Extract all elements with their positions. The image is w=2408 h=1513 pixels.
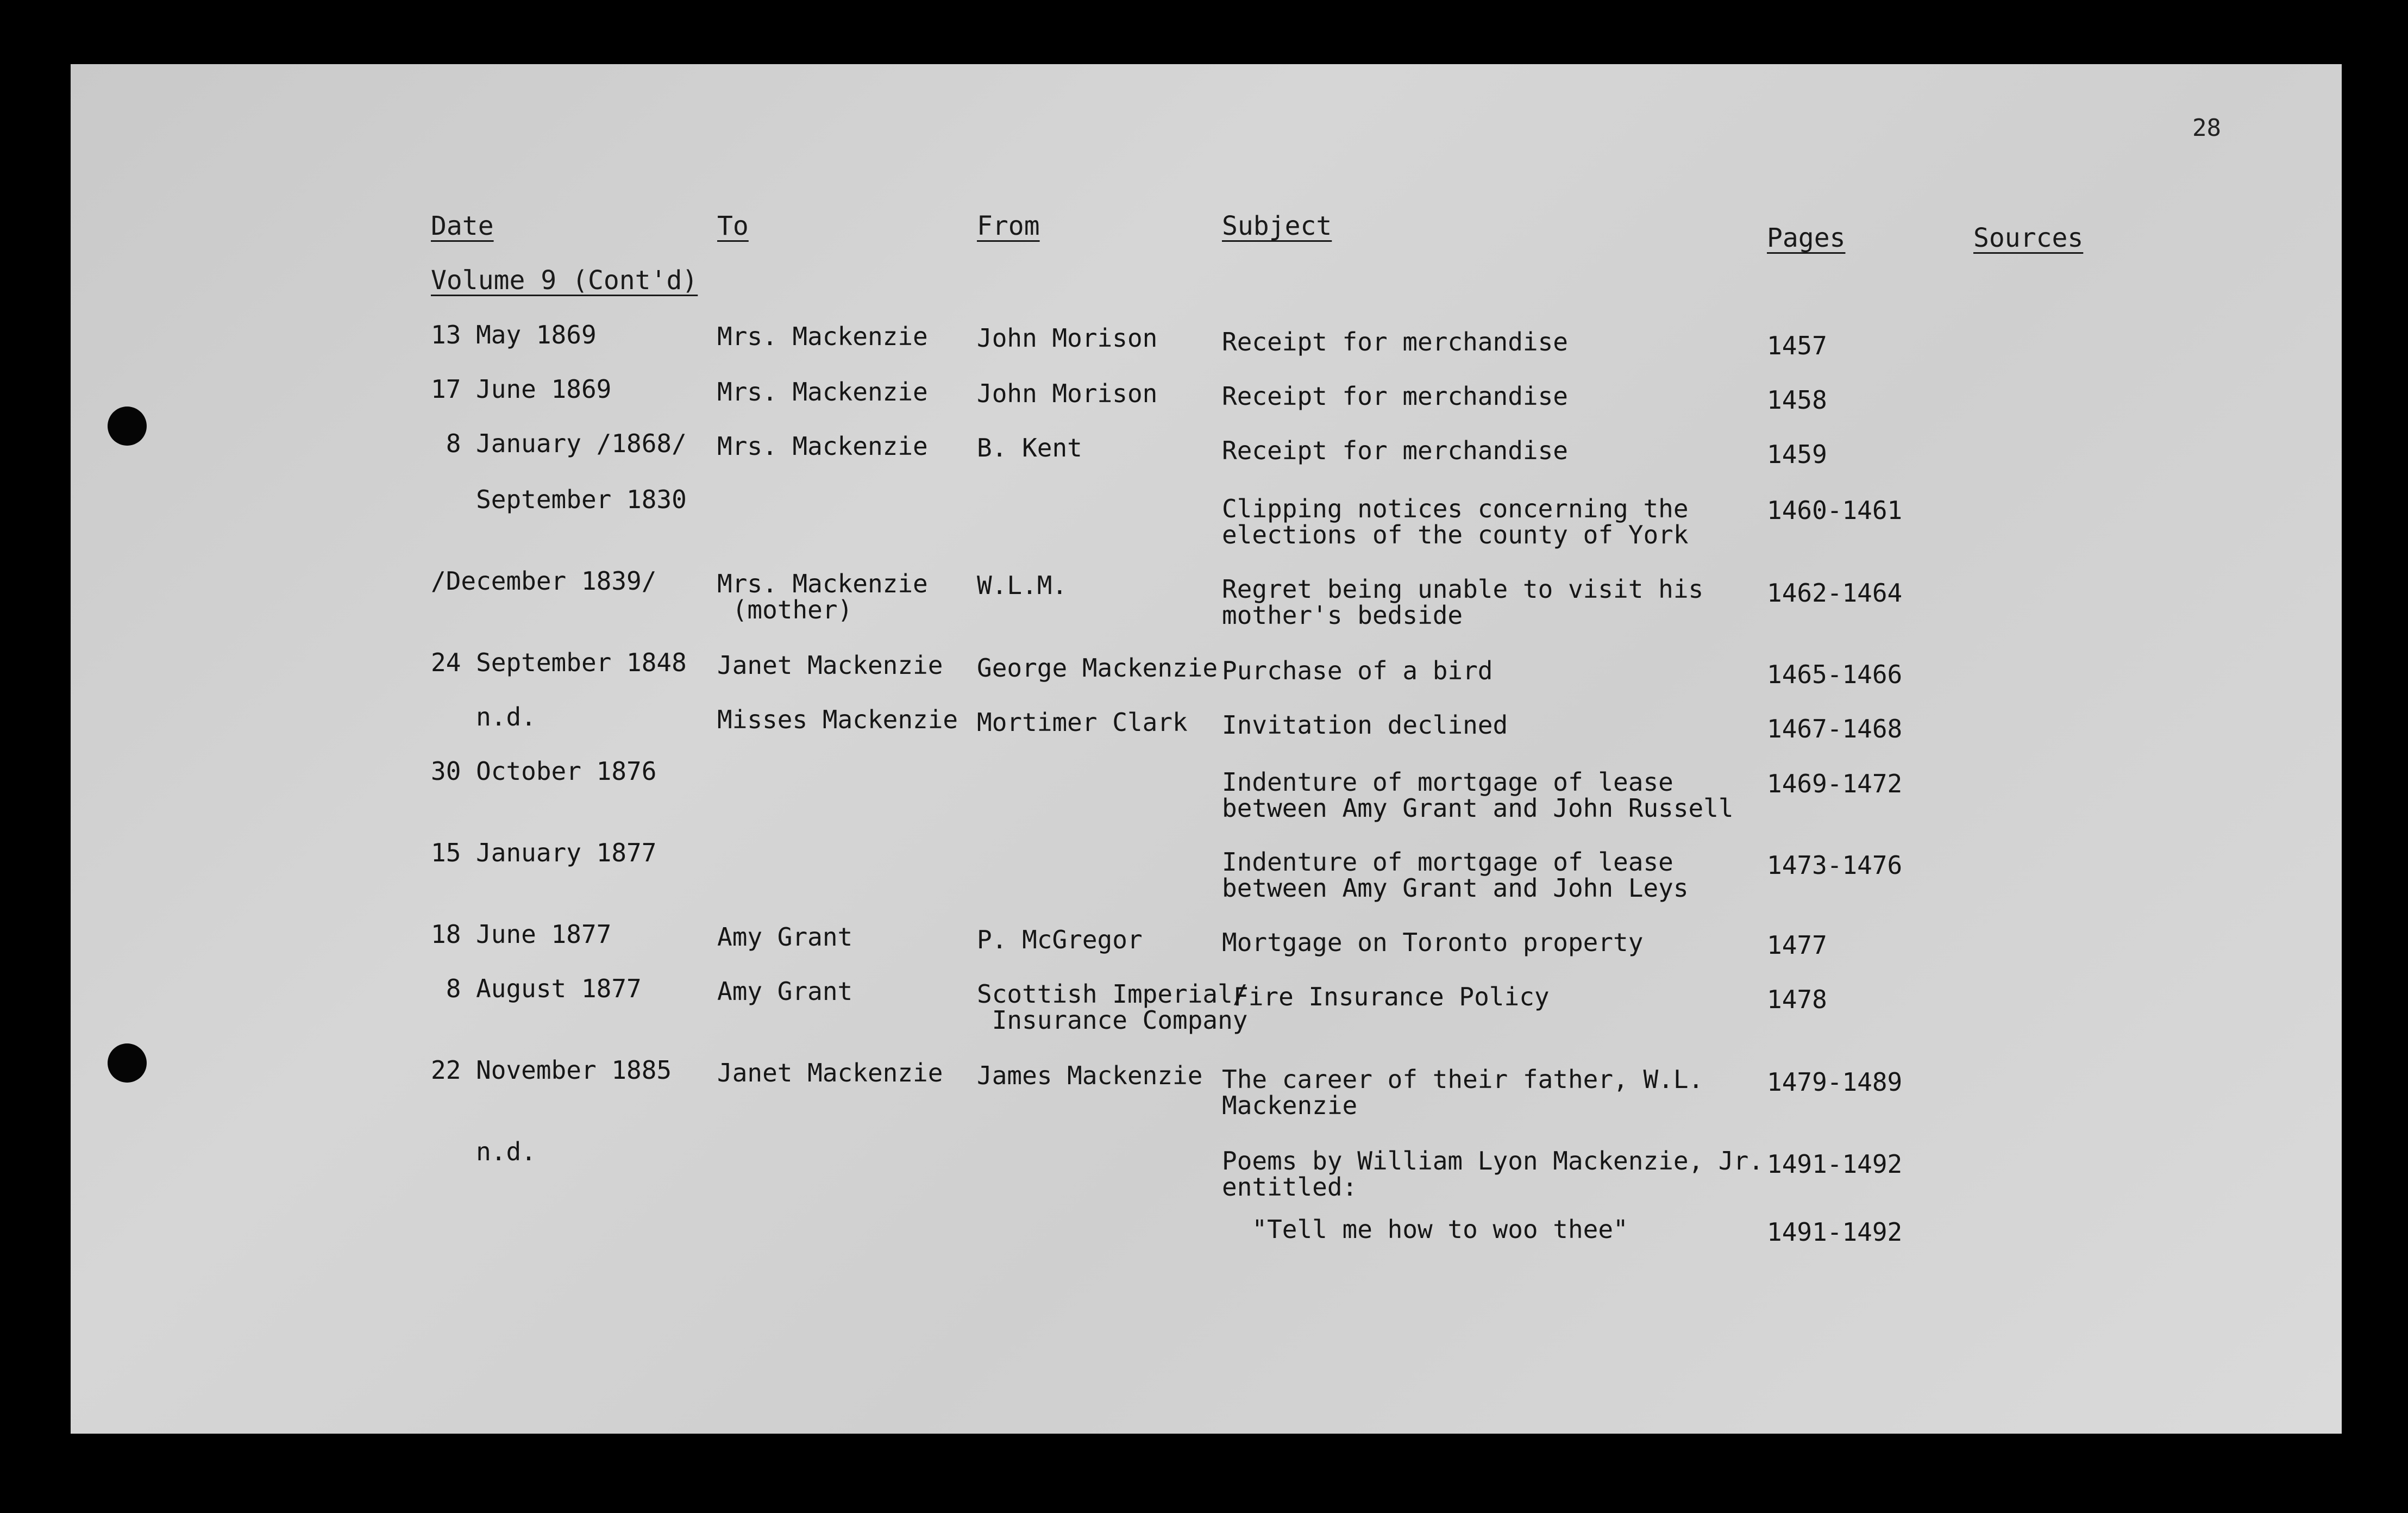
row-pages: 1473-1476 (1767, 851, 1903, 880)
row-from: Mortimer Clark (977, 708, 1188, 737)
row-subject: Invitation declined (1222, 710, 1508, 740)
row-subject: Purchase of a bird (1222, 656, 1493, 685)
row-subject: Receipt for merchandise (1222, 436, 1568, 465)
row-subject: Fire Insurance Policy (1233, 982, 1550, 1011)
binder-hole-bottom (108, 1043, 147, 1083)
row-subject: Receipt for merchandise (1222, 327, 1568, 357)
row-to: Misses Mackenzie (717, 705, 958, 734)
row-pages: 1459 (1767, 440, 1827, 469)
row-to: Mrs. Mackenzie (mother) (717, 569, 928, 624)
row-date: 17 June 1869 (431, 374, 612, 404)
volume-label: Volume 9 (Cont'd) (431, 265, 698, 296)
row-pages: 1469-1472 (1767, 769, 1903, 798)
row-pages: 1465-1466 (1767, 660, 1903, 689)
row-subject: Poems by William Lyon Mackenzie, Jr. entitled: (1222, 1146, 1764, 1202)
row-to: Mrs. Mackenzie (717, 377, 928, 407)
row-pages: 1457 (1767, 331, 1827, 360)
header-pages: Pages (1767, 223, 1846, 253)
binder-hole-top (108, 407, 147, 446)
row-pages: 1460-1461 (1767, 496, 1903, 525)
header-subject: Subject (1222, 211, 1332, 241)
row-subject: Receipt for merchandise (1222, 382, 1568, 411)
header-to: To (717, 211, 749, 241)
row-subject: Indenture of mortgage of lease between Amy Grant and John Leys (1222, 847, 1689, 903)
row-date: 30 October 1876 (431, 756, 657, 786)
page-number: 28 (2192, 114, 2221, 142)
row-subject: "Tell me how to woo thee" (1222, 1215, 1628, 1244)
row-date: n.d. (431, 702, 536, 732)
row-from: John Morison (977, 323, 1158, 353)
row-pages: 1458 (1767, 385, 1827, 415)
row-to: Amy Grant (717, 977, 853, 1006)
row-date: 22 November 1885 (431, 1055, 672, 1085)
row-to: Mrs. Mackenzie (717, 432, 928, 461)
row-pages: 1467-1468 (1767, 714, 1903, 743)
row-date: 8 January /1868/ (431, 429, 687, 458)
row-pages: 1491-1492 (1767, 1217, 1903, 1247)
row-to: Amy Grant (717, 922, 853, 952)
row-from: George Mackenzie (977, 653, 1218, 683)
row-subject: The career of their father, W.L. Mackenzie (1222, 1065, 1704, 1120)
header-date: Date (431, 211, 494, 241)
header-sources: Sources (1973, 223, 2084, 253)
row-date: 8 August 1877 (431, 974, 642, 1003)
row-date: 13 May 1869 (431, 320, 597, 349)
row-subject: Mortgage on Toronto property (1222, 928, 1644, 957)
row-subject: Indenture of mortgage of lease between Amy Grant and John Russell (1222, 767, 1734, 823)
row-pages: 1491-1492 (1767, 1149, 1903, 1179)
row-date: 24 September 1848 (431, 648, 687, 677)
row-date: n.d. (431, 1137, 536, 1166)
row-date: /December 1839/ (431, 566, 657, 596)
row-from: James Mackenzie (977, 1061, 1203, 1090)
document-sheet (71, 64, 2342, 1434)
row-pages: 1478 (1767, 985, 1827, 1014)
row-subject: Regret being unable to visit his mother's bedside (1222, 574, 1704, 630)
row-date: September 1830 (431, 485, 687, 514)
row-subject: Clipping notices concerning the elections of the county of York (1222, 494, 1689, 549)
row-pages: 1477 (1767, 930, 1827, 960)
row-date: 18 June 1877 (431, 920, 612, 949)
row-from: W.L.M. (977, 571, 1068, 600)
header-from: From (977, 211, 1040, 241)
row-from: B. Kent (977, 433, 1082, 462)
row-from: P. McGregor (977, 925, 1143, 954)
row-from: Scottish Imperial/ Insurance Company (977, 979, 1248, 1035)
row-to: Mrs. Mackenzie (717, 322, 928, 351)
row-pages: 1479-1489 (1767, 1067, 1903, 1097)
row-to: Janet Mackenzie (717, 651, 943, 680)
row-date: 15 January 1877 (431, 838, 657, 867)
row-pages: 1462-1464 (1767, 578, 1903, 608)
row-to: Janet Mackenzie (717, 1058, 943, 1087)
row-from: John Morison (977, 379, 1158, 408)
